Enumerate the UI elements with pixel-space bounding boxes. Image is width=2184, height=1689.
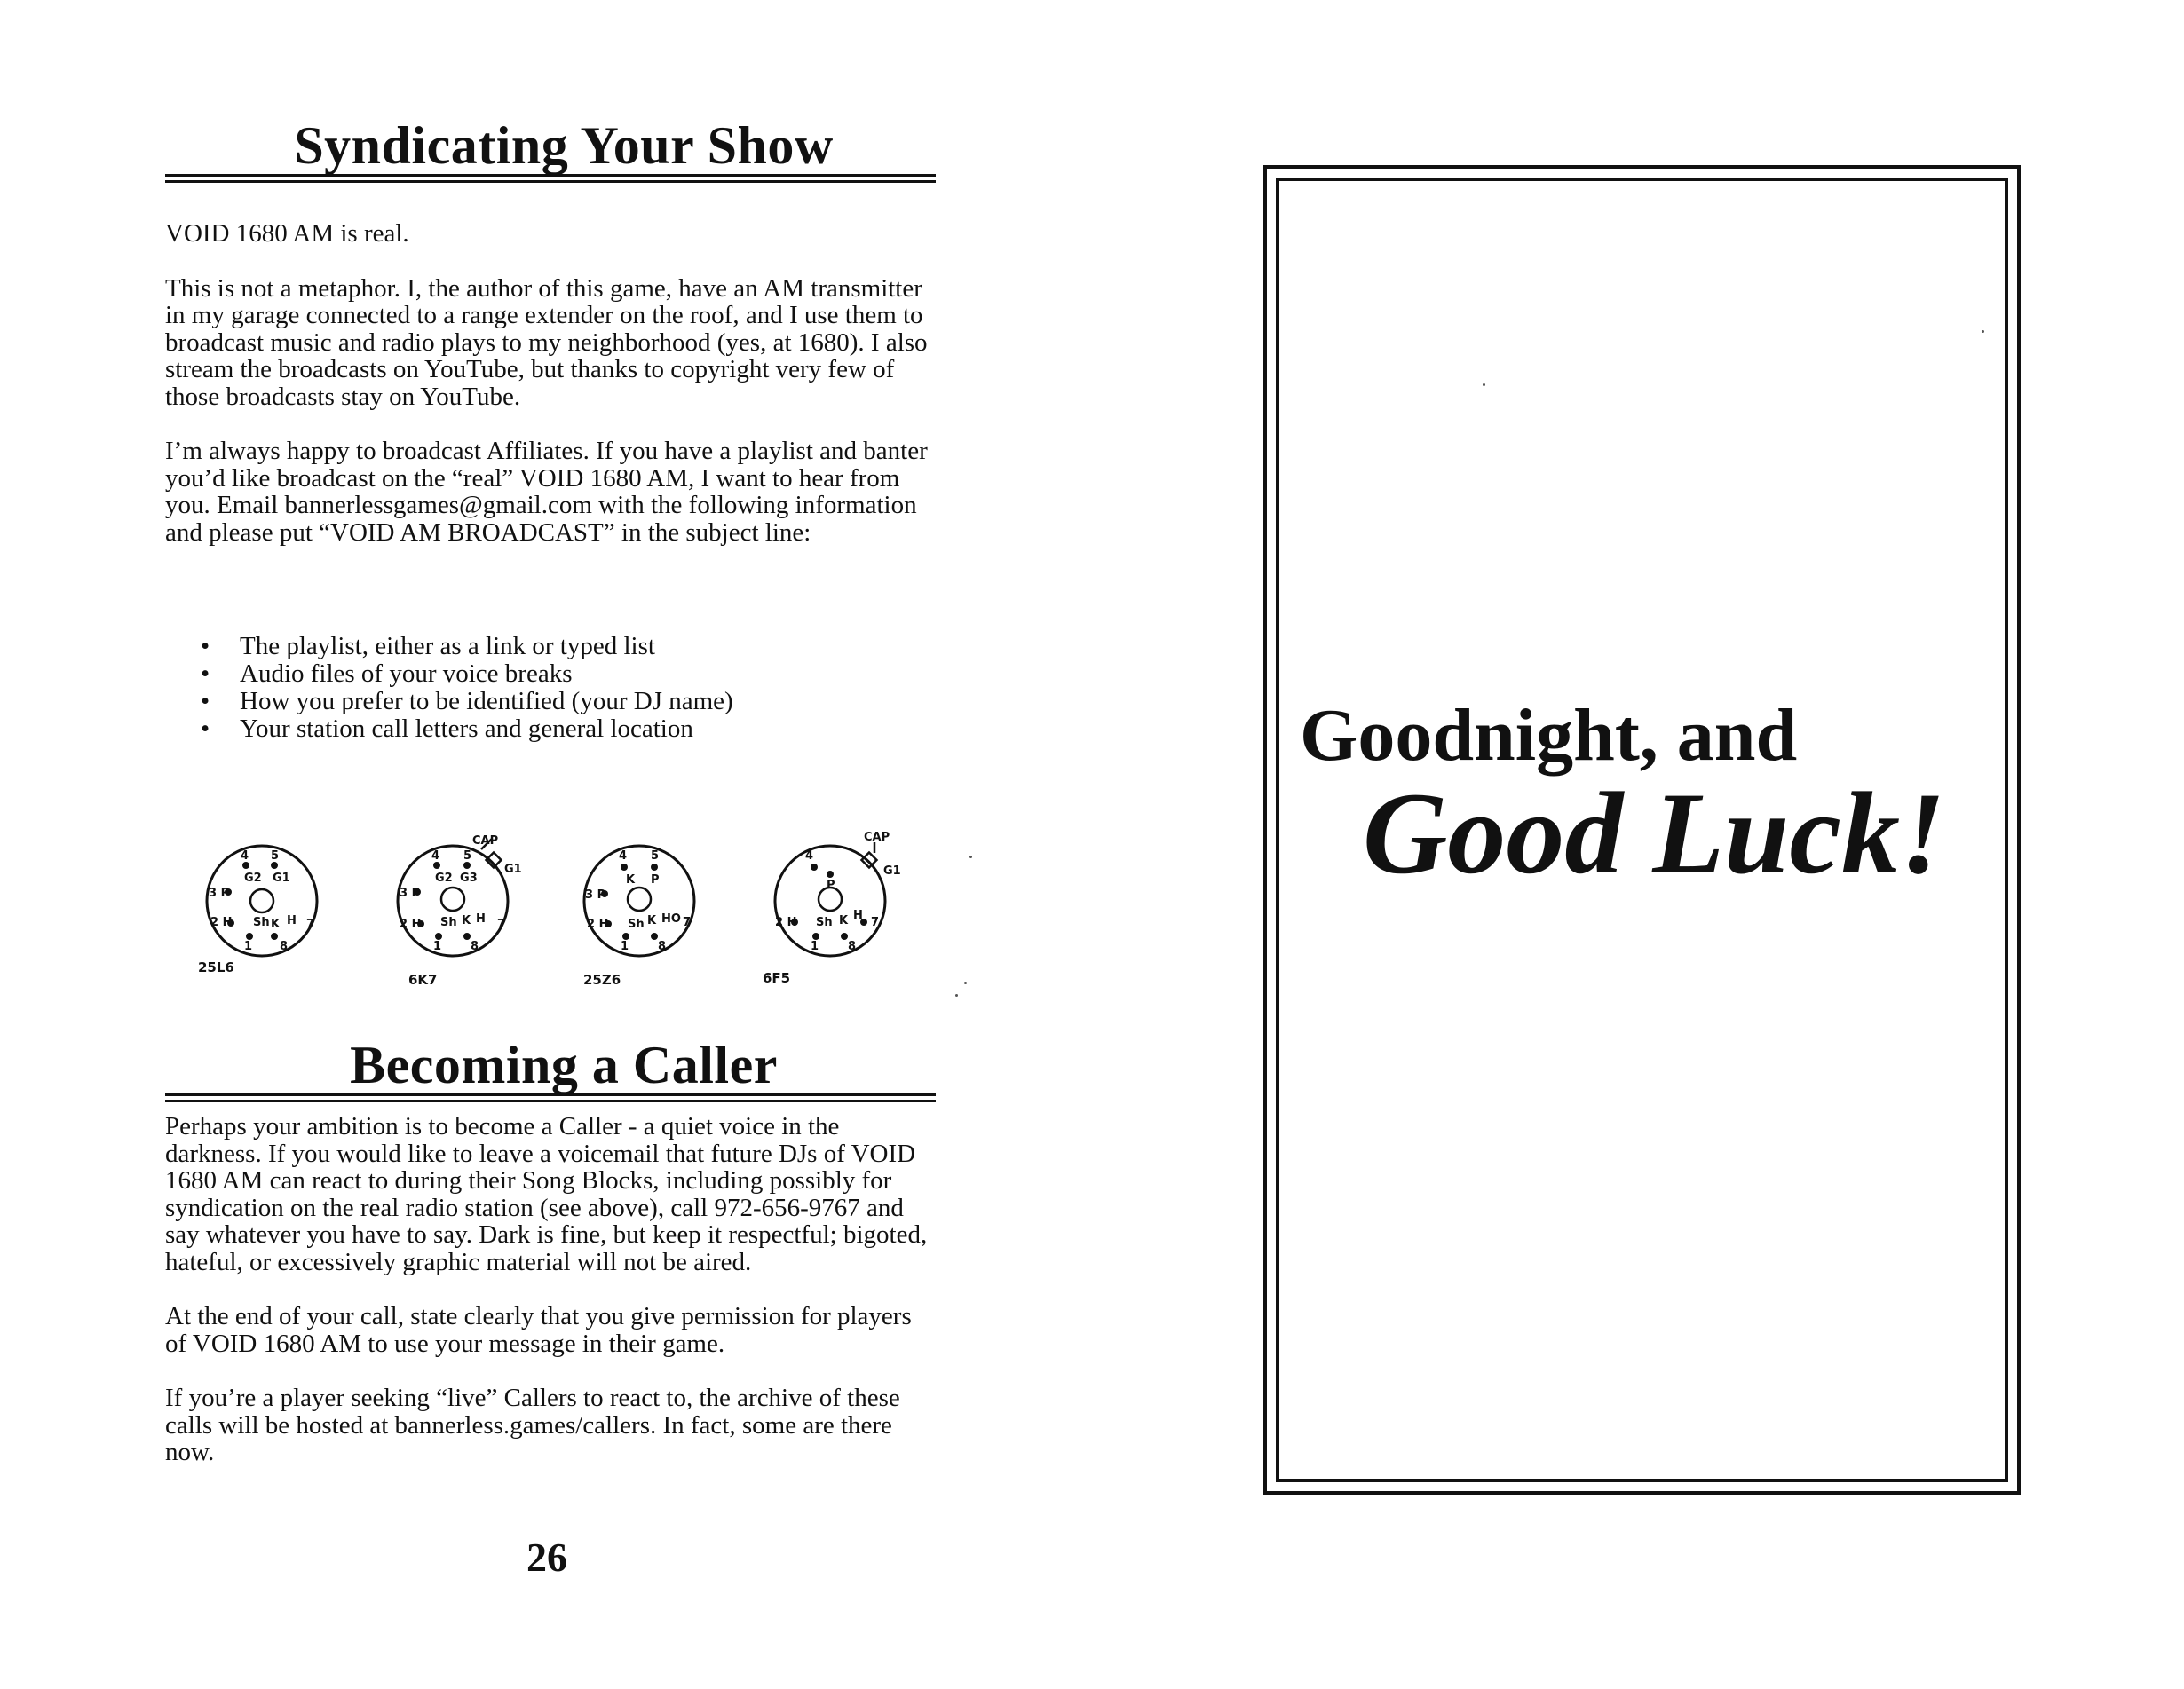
pin-label: K — [839, 914, 849, 927]
heading-rule — [165, 1093, 936, 1102]
pin-label: 7 — [497, 918, 506, 931]
tube-socket-icon — [759, 830, 919, 990]
left-page — [0, 0, 1048, 1689]
paragraph: VOID 1680 AM is real. — [165, 219, 409, 248]
broadcast-info-list — [240, 633, 950, 743]
pin-label: 4 — [805, 849, 814, 863]
scan-speck — [1982, 330, 1984, 333]
list-item: • Your station call letters and general location — [240, 715, 950, 743]
tube-label: 6K7 — [408, 972, 438, 988]
pin-label: G2 — [244, 872, 262, 885]
list-item: • The playlist, either as a link or typed list — [240, 633, 950, 660]
syndicating-title: Syndicating Your Show — [294, 116, 834, 175]
scan-speck — [1483, 383, 1485, 386]
pin-label: 1 — [621, 940, 629, 953]
pin-label: 4 — [431, 849, 440, 863]
heading-rule — [165, 174, 936, 183]
pin-label: G2 — [435, 872, 453, 885]
good-luck-line: Good Luck! — [1363, 768, 1946, 898]
tube-label: 25L6 — [198, 959, 234, 975]
pin-label: G1 — [273, 872, 290, 885]
pin-label: K — [647, 914, 657, 927]
pin-label: 2 H — [400, 918, 422, 931]
pin-label: 2 H — [587, 918, 609, 931]
pin-label: P — [827, 879, 835, 892]
cap-label: CAP — [864, 831, 890, 844]
pin-label: 4 — [241, 849, 249, 863]
tube-socket-icon — [573, 830, 732, 990]
pin-label: 3 P — [209, 887, 230, 900]
tube-label: 6F5 — [763, 970, 791, 986]
syndicating-body — [165, 220, 938, 573]
pin-label: H — [853, 909, 863, 922]
scan-speck — [964, 982, 967, 984]
list-item: • How you prefer to be identified (your DJ name) — [240, 688, 950, 715]
tube-base-diagrams — [182, 830, 928, 990]
tube-socket-icon — [382, 830, 542, 990]
tube-label: 25Z6 — [583, 972, 621, 988]
page-number: 26 — [526, 1535, 567, 1580]
pin-label: H — [476, 912, 486, 926]
tube-diagram-25l6 — [182, 830, 342, 990]
pin-label: 7 — [306, 918, 315, 931]
pin-label: K — [626, 873, 636, 887]
pin-label: 1 — [433, 940, 442, 953]
pin-label: HO — [661, 912, 681, 926]
syndicating-heading — [165, 116, 936, 183]
pin-label: 2 H — [775, 916, 797, 929]
list-item: • Audio files of your voice breaks — [240, 660, 950, 688]
tube-diagram-6f5 — [759, 830, 919, 990]
pin-label: 2 H — [210, 916, 233, 929]
pin-label: H — [287, 914, 297, 927]
tube-diagram-6k7 — [382, 830, 542, 990]
pin-label: Sh — [628, 918, 645, 931]
pin-label: G1 — [883, 864, 901, 878]
pin-label: 4 — [619, 849, 628, 863]
pin-label: 8 — [658, 940, 667, 953]
pin-label: 3 P — [585, 888, 606, 902]
pin-label: K — [271, 918, 281, 931]
paragraph: Perhaps your ambition is to become a Caller - a quiet voice in the darkness. If you would like to leave a voicemail that future DJs of VOID 1680 AM can react to during their Song Blocks, including possibly for syndication on the real radio station (see above), call 972-656-9767 and say whatever you have to say. Dark is fine, but keep it respectful; bigoted, hateful, or excessively graphic material will not be aired. — [165, 1112, 928, 1276]
tube-diagram-25z6 — [573, 830, 732, 990]
pin-label: Sh — [253, 916, 270, 929]
pin-label: Sh — [816, 916, 833, 929]
pin-label: Sh — [440, 916, 457, 929]
cap-label: CAP — [472, 834, 499, 848]
pin-label: 8 — [280, 940, 289, 953]
pin-label: 5 — [651, 849, 660, 863]
paragraph: I’m always happy to broadcast Affiliates. If you have a playlist and banter you’d like broadcast on the “real” VOID 1680 AM, I want to hear from you. Email bannerlessgames@gmail.com with the following information and please put “VOID AM BROADCAST” in the subject line: — [165, 437, 928, 547]
pin-label: K — [462, 914, 471, 927]
caller-title: Becoming a Caller — [350, 1036, 778, 1094]
pin-label: 8 — [848, 940, 857, 953]
paragraph: If you’re a player seeking “live” Callers to react to, the archive of these calls will be hosted at bannerless.games/callers. In fact, some are there now. — [165, 1384, 900, 1466]
paragraph: This is not a metaphor. I, the author of this game, have an AM transmitter in my garage connected to a range extender on the roof, and I use them to broadcast music and radio plays to my neighborhood (yes, at 1680). I also stream the broadcasts on YouTube, but thanks to copyright very few of those broadcasts stay on YouTube. — [165, 273, 928, 411]
pin-label: 7 — [683, 916, 692, 929]
pin-label: G3 — [460, 872, 478, 885]
pin-label: G1 — [504, 863, 522, 876]
pin-label: 8 — [471, 940, 479, 953]
scan-speck — [955, 994, 958, 997]
caller-heading — [165, 1038, 936, 1102]
scan-speck — [969, 856, 972, 858]
pin-label: 1 — [244, 940, 253, 953]
pin-label: P — [651, 873, 660, 887]
paragraph: At the end of your call, state clearly that you give permission for players of VOID 1680 AM to use your message in their game. — [165, 1302, 912, 1358]
caller-body — [165, 1113, 938, 1494]
pin-label: 5 — [463, 849, 472, 863]
pin-label: 1 — [811, 940, 819, 953]
pin-label: 7 — [871, 916, 880, 929]
pin-label: 5 — [271, 849, 280, 863]
pin-label: 3 P — [400, 887, 421, 900]
goodnight-line: Goodnight, and — [1300, 694, 1798, 777]
